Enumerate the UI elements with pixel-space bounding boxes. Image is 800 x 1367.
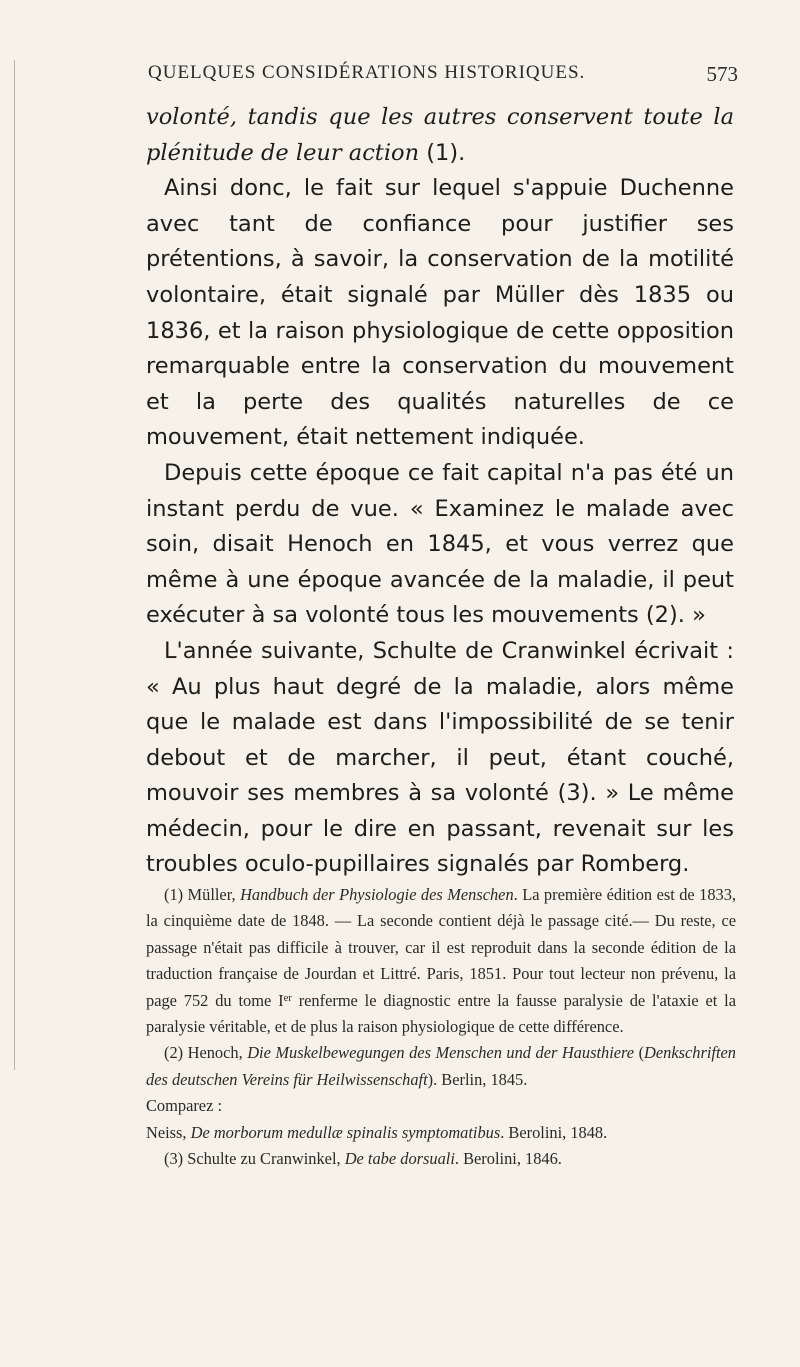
gutter-line bbox=[14, 60, 15, 1070]
footnote-2-neiss-title: De morborum medullæ spinalis symptomatibus bbox=[190, 1122, 501, 1142]
paragraph-4: L'année suivante, Schulte de Cranwinkel écrivait : « Au plus haut degré de la maladie, alors même que le malade est dans l'impossibilité de se tenir debout et de marcher, il peut, étant couché, mouvoir ses membres à sa volonté (3). » Le même médecin, pour le dire en passant, revenait sur les troubles oculo-pupillaires signalés par Romberg. bbox=[146, 637, 734, 878]
footnotes bbox=[146, 882, 736, 1172]
footnote-2: (2) Henoch, Die Muskelbewegungen des Menschen und der Hausthiere (Denkschriften des deutschen Vereins für Heilwissenschaft). Berlin, 1845. bbox=[146, 1043, 736, 1089]
footnote-2-neiss: Neiss, De morborum medullæ spinalis symptomatibus. Berolini, 1848. bbox=[146, 1122, 608, 1142]
footnote-ref-1: (1). bbox=[419, 139, 466, 166]
page-number: 573 bbox=[706, 62, 738, 86]
footnote-2-series: Denkschriften des deutschen Vereins für Heilwissenschaft bbox=[146, 1043, 736, 1089]
footnote-2-title: Die Muskelbewegungen des Menschen und der Hausthiere bbox=[247, 1043, 635, 1063]
running-header bbox=[148, 62, 738, 84]
paragraph-3: Depuis cette époque ce fait capital n'a pas été un instant perdu de vue. « Examinez le malade avec soin, disait Henoch en 1845, et vous verrez que même à une époque avancée de la maladie, il peut exécuter à sa volonté tous les mouvements (2). » bbox=[146, 459, 734, 629]
paragraph-1-italic: volonté, tandis que les autres conservent toute la plénitude de leur action bbox=[146, 104, 734, 166]
running-title: QUELQUES CONSIDÉRATIONS HISTORIQUES. bbox=[148, 62, 586, 83]
paragraph-1 bbox=[146, 100, 734, 171]
footnote-3: (3) Schulte zu Cranwinkel, De tabe dorsuali. Berolini, 1846. bbox=[164, 1149, 562, 1169]
footnote-3-title: De tabe dorsuali bbox=[344, 1149, 455, 1169]
paragraph-2: Ainsi donc, le fait sur lequel s'appuie Duchenne avec tant de confiance pour justifier ses prétentions, à savoir, la conservation de la motilité volontaire, était signalé par Müller dès 1835 ou 1836, et la raison physiologique de cette opposition remarquable entre la conservation du mouvement et la perte des qualités naturelles de ce mouvement, était nettement indiquée. bbox=[146, 175, 734, 451]
footnote-1-title: Handbuch der Physiologie des Menschen bbox=[240, 885, 514, 904]
footnote-2-compare: Comparez : bbox=[146, 1096, 223, 1116]
footnote-1: (1) Müller, Handbuch der Physiologie des Menschen. La première édition est de 1833, la cinquième date de 1848. — La seconde contient déjà le passage cité.— Du reste, ce passage n'était pas difficile à trouver, car il est reproduit dans la seconde édition de la traduction française de Jourdan et Littré. Paris, 1851. Pour tout lecteur non prévenu, la page 752 du tome Ier renferme le diagnostic entre la fausse paralysie de l'ataxie et la paralysie véritable, et de plus la raison physiologique de cette différence. bbox=[146, 885, 737, 1037]
main-text bbox=[146, 100, 734, 883]
